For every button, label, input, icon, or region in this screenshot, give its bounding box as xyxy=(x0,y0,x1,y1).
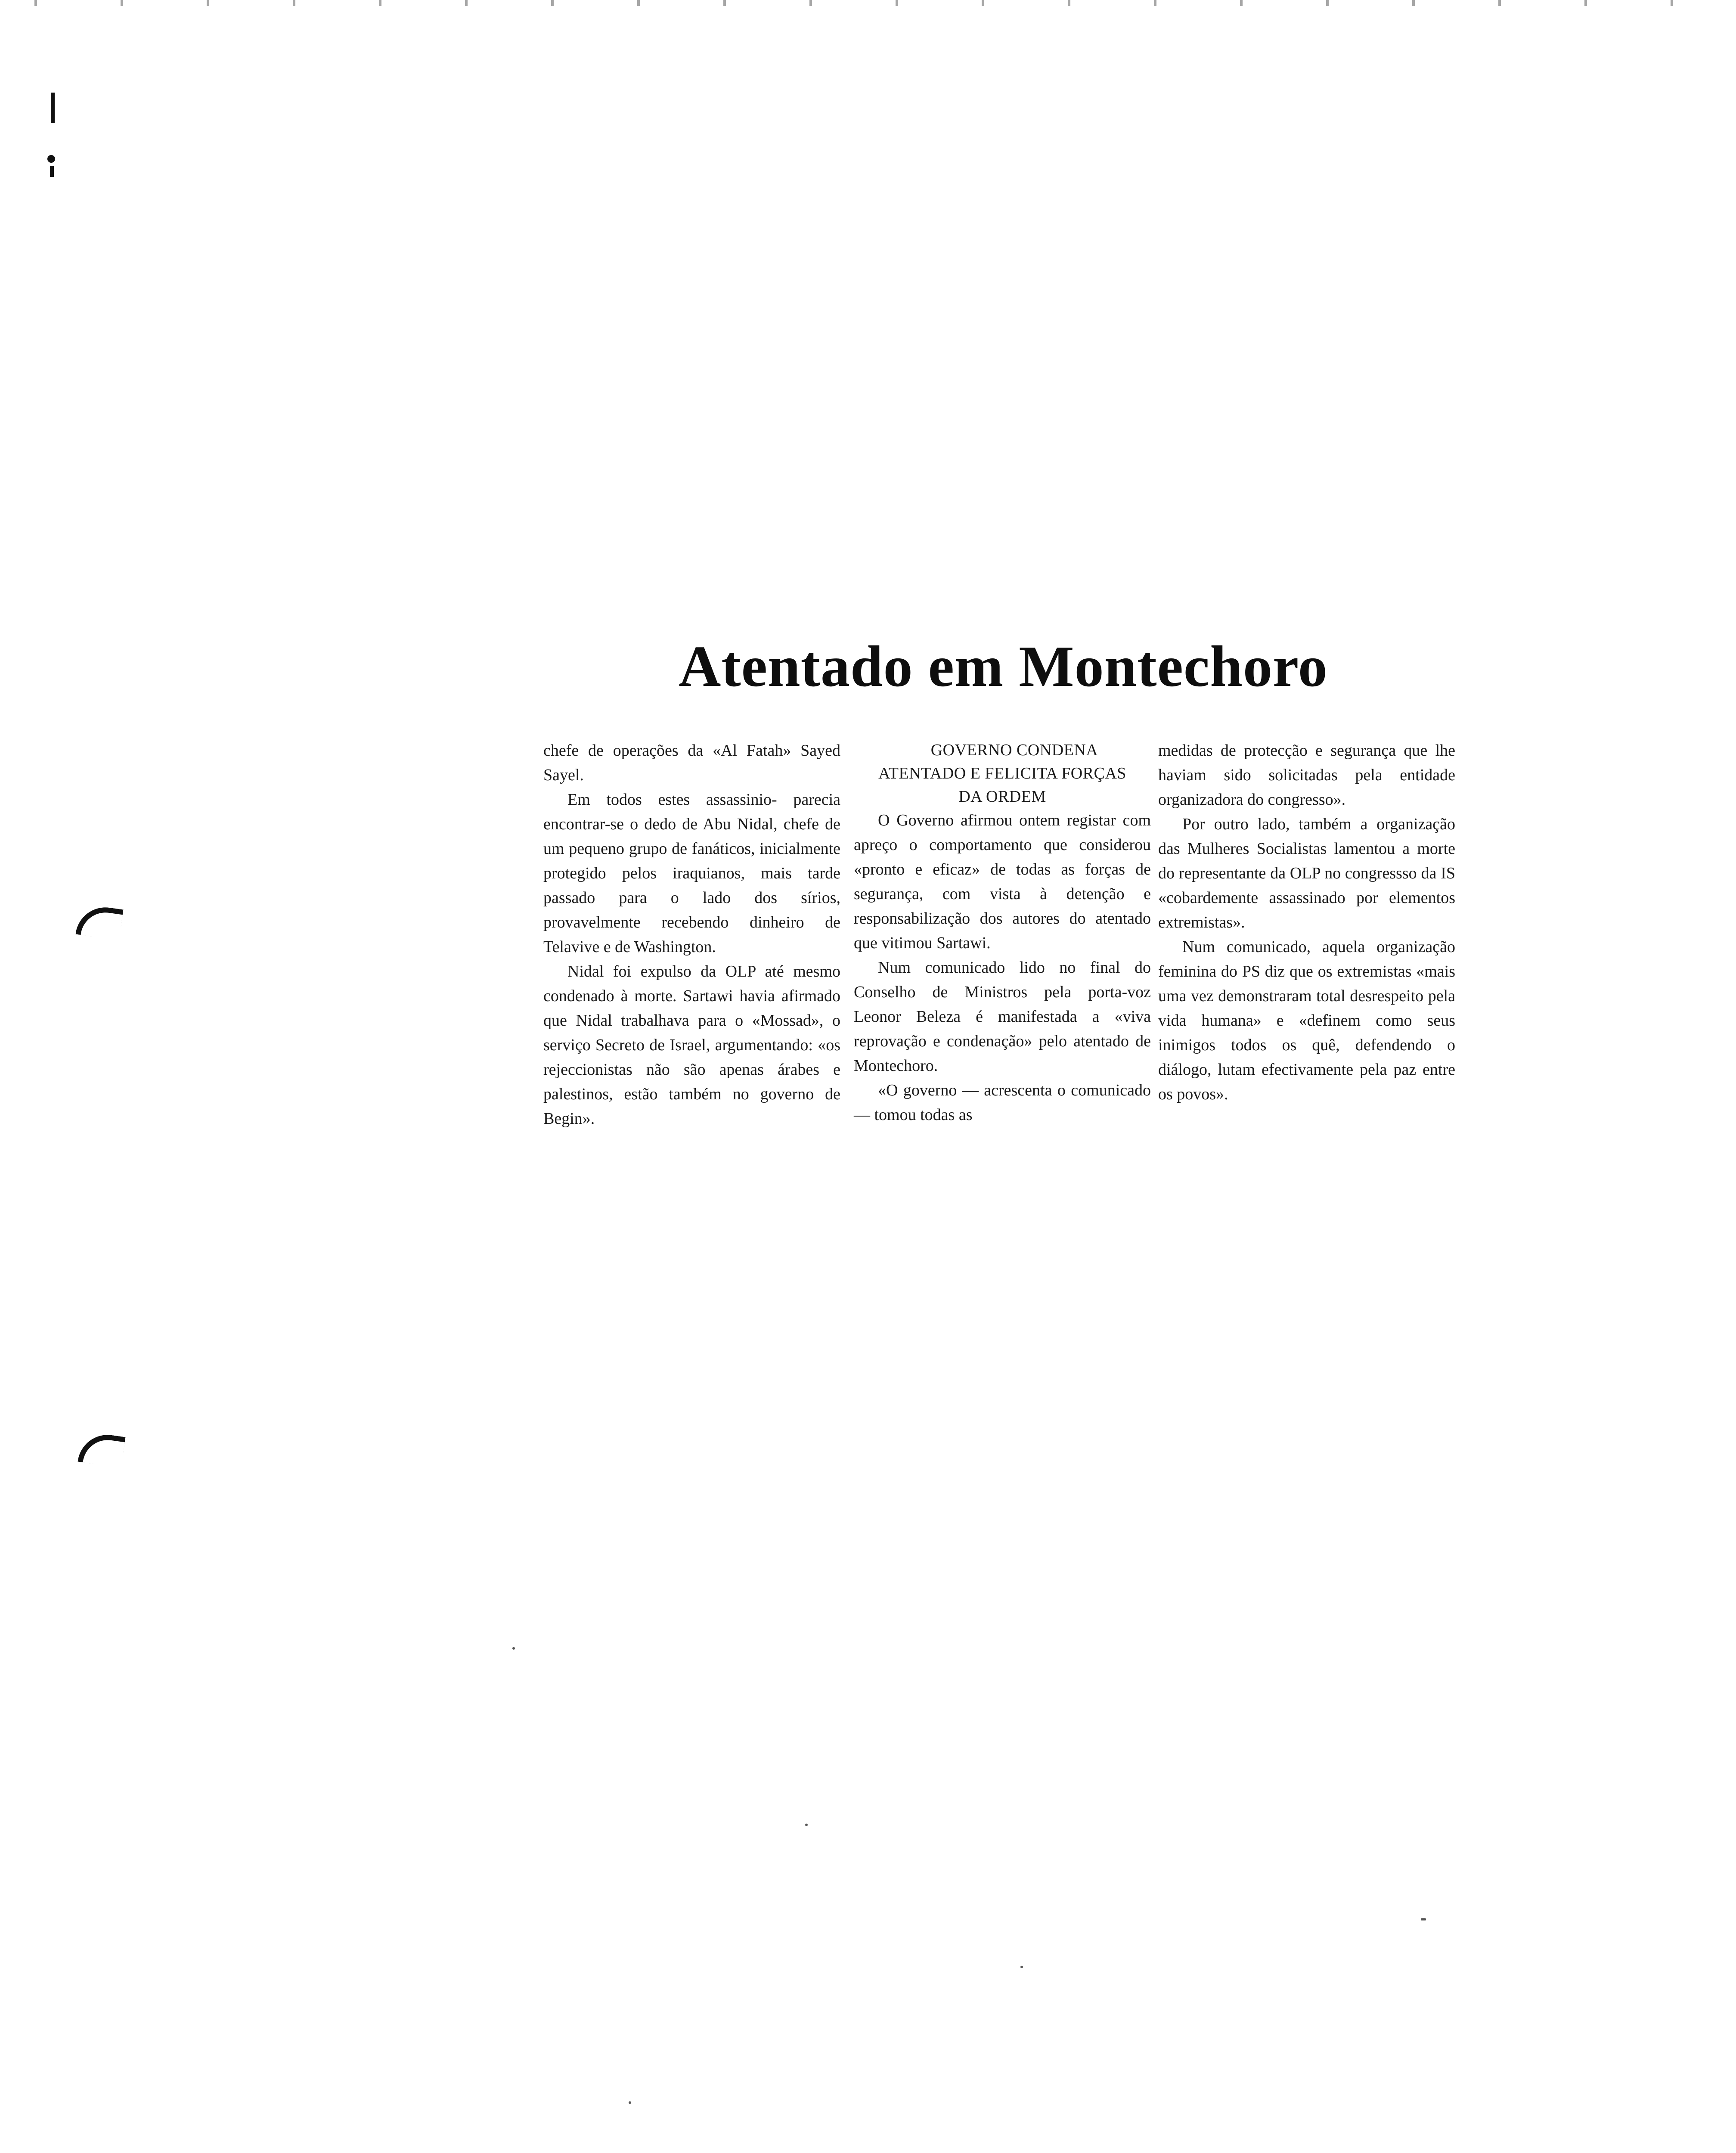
section-subhead: GOVERNO CONDENA ATENTADO E FELICITA FORÇAS DA ORDEM xyxy=(878,741,1126,806)
punch-hole-mark xyxy=(78,1431,125,1467)
paragraph: medidas de protecção e segurança que lhe haviam sido solicitadas pela entidade organizadora do congresso». xyxy=(1158,741,1455,809)
paragraph: Num comunicado, aquela organização feminina do PS diz que os extremistas «mais uma vez demonstraram total desrespeito pela vida humana» e «definem como seus inimigos todos os quê, defendendo o diálogo, lutam efectivamente pela paz entre os povos». xyxy=(1158,938,1455,1103)
article-column-2 xyxy=(854,738,1151,1127)
paragraph: chefe de operações da «Al Fatah» Sayed Sayel. xyxy=(543,741,840,784)
paragraph: Em todos estes assassinio- parecia encontrar-se o dedo de Abu Nidal, chefe de um pequeno grupo de fanáticos, inicialmente protegido pelos iraquianos, mais tarde passado para o lado dos sírios, provavelmente recebendo dinheiro de Telavive e de Washington. xyxy=(543,791,840,956)
scan-mark xyxy=(51,93,55,123)
scan-speck xyxy=(1421,1918,1426,1920)
paragraph: Num comunicado lido no final do Conselho de Ministros pela porta-voz Leonor Beleza é manifestada a «viva reprovação e condenação» pelo atentado de Montechoro. xyxy=(854,959,1151,1075)
article-headline: Atentado em Montechoro xyxy=(679,634,1328,699)
paragraph: O Governo afirmou ontem registar com apreço o comportamento que considerou «pronto e eficaz» de todas as forças de segurança, com vista à detenção e responsabilização dos autores do atentado que vitimou Sartawi. xyxy=(854,811,1151,952)
scan-noise-top xyxy=(0,0,1736,6)
scan-speck xyxy=(805,1824,808,1826)
scan-speck xyxy=(512,1647,515,1650)
paragraph: Por outro lado, também a organização das Mulheres Socialistas lamentou a morte do representante da OLP no congressso da IS «cobardemente assassinado por elementos extremistas». xyxy=(1158,815,1455,931)
scan-speck xyxy=(629,2101,631,2104)
paragraph: «O governo — acrescenta o comunicado — tomou todas as xyxy=(854,1081,1151,1124)
punch-hole-mark xyxy=(75,903,123,940)
scan-mark xyxy=(50,166,54,177)
article-column-3 xyxy=(1158,738,1455,1107)
scan-mark xyxy=(47,155,55,163)
paragraph: Nidal foi expulso da OLP até mesmo condenado à morte. Sartawi havia afirmado que Nidal trabalhava para o «Mossad», o serviço Secreto de Israel, argumentando: «os rejeccionistas não são apenas árabes e palestinos, estão também no governo de Begin». xyxy=(543,962,840,1128)
scan-speck xyxy=(1020,1966,1023,1968)
article-column-1 xyxy=(543,738,840,1131)
